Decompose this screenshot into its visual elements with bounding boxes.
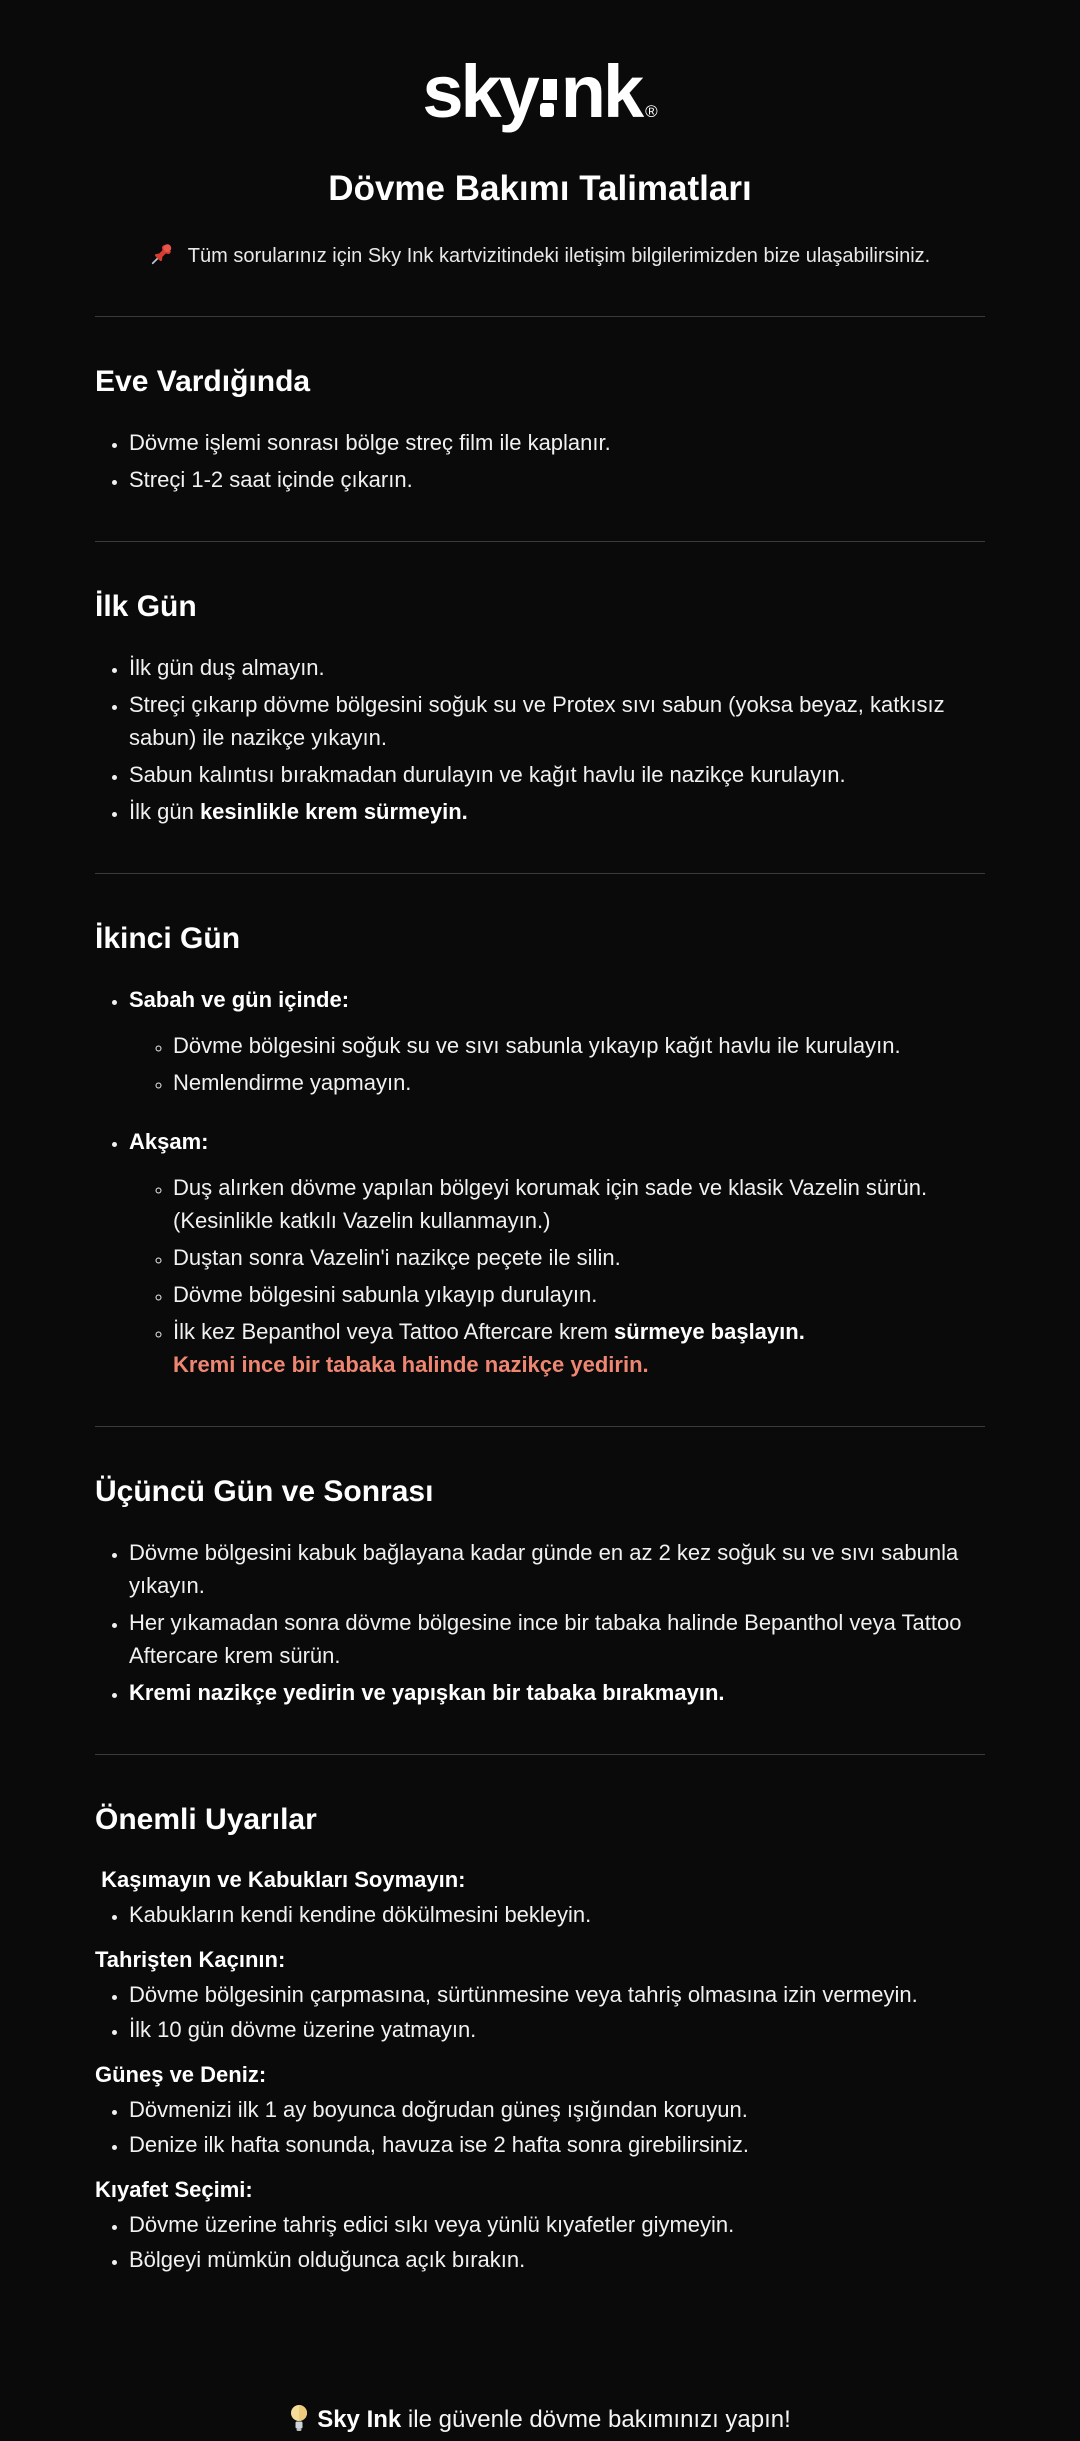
logo-text-sky: sky: [422, 50, 537, 133]
text-segment-normal: Kabukların kendi kendine dökülmesini bekleyin.: [129, 1902, 592, 1927]
section-divider: [95, 1426, 985, 1427]
section-heading: Önemli Uyarılar: [95, 1803, 317, 1836]
section-divider: [95, 316, 985, 317]
list-item: [129, 1978, 985, 2011]
list-item: [129, 426, 985, 459]
section-eve-vardiginda: [95, 364, 985, 496]
header: [95, 50, 985, 271]
list-item: [173, 1029, 985, 1062]
group-list: [95, 983, 985, 1381]
sections-container: [95, 316, 985, 2276]
sky-ink-logo: [422, 50, 657, 154]
warning-label: Tahrişten Kaçının:: [95, 1947, 286, 1972]
list-item: [173, 1278, 985, 1311]
footer-brand: Sky Ink: [317, 2406, 402, 2433]
lightbulb-icon: [289, 2404, 309, 2441]
text-segment-normal: İlk 10 gün dövme üzerine yatmayın.: [129, 2017, 477, 2042]
warning-label: Kıyafet Seçimi:: [95, 2177, 253, 2202]
text-segment-normal: Dövmenizi ilk 1 ay boyunca doğrudan güneş ışığından koruyun.: [129, 2097, 748, 2122]
section-heading: Eve Vardığında: [95, 365, 311, 398]
bullet-list: [95, 1978, 985, 2046]
text-segment-normal: Denize ilk hafta sonunda, havuza ise 2 hafta sonra girebilirsiniz.: [129, 2132, 750, 2157]
bullet-list: [95, 1898, 985, 1931]
text-segment-normal: Sabun kalıntısı bırakmadan durulayın ve kağıt havlu ile nazikçe kurulayın.: [129, 762, 846, 787]
text-segment-normal: Dövme bölgesini soğuk su ve sıvı sabunla yıkayıp kağıt havlu ile kurulayın.: [173, 1033, 901, 1058]
text-segment-normal: Dövme işlemi sonrası bölge streç film ile kaplanır.: [129, 430, 611, 455]
logo-inverted-i-glyph: [542, 79, 557, 117]
section-ilk-gun: [95, 589, 985, 828]
logo-text-nk: nk: [560, 50, 642, 133]
text-segment-bold: kesinlikle krem sürmeyin.: [199, 799, 468, 824]
contact-note-text: Tüm sorularınız için Sky Ink kartvizitindeki iletişim bilgilerimizden bize ulaşabilirsiniz.: [187, 244, 931, 267]
list-item: [129, 2093, 985, 2126]
list-item: [173, 1315, 985, 1381]
bullet-list: [95, 426, 985, 496]
text-segment-normal: İlk gün duş almayın.: [129, 655, 325, 680]
text-segment-normal: Dövme bölgesinin çarpmasına, sürtünmesine veya tahriş olmasına izin vermeyin.: [129, 1982, 918, 2007]
bullet-list: [95, 2093, 985, 2161]
logo-i-bar: [543, 79, 557, 100]
text-segment-normal: İlk gün: [129, 799, 200, 824]
text-segment-normal: Streçi 1-2 saat içinde çıkarın.: [129, 467, 413, 492]
text-segment-normal: Streçi çıkarıp dövme bölgesini soğuk su ve Protex sıvı sabun (yoksa beyaz, katkısız sabun) ile nazikçe yıkayın.: [129, 692, 945, 750]
text-segment-normal: Her yıkamadan sonra dövme bölgesine ince bir tabaka halinde Bepanthol veya Tattoo Aftercare krem sürün.: [129, 1610, 962, 1668]
list-item: [173, 1171, 985, 1237]
list-item: [129, 651, 985, 684]
list-item: [129, 795, 985, 828]
text-segment-bold: Kremi nazikçe yedirin ve yapışkan bir tabaka bırakmayın.: [129, 1680, 725, 1705]
text-segment-normal: Dövme bölgesini kabuk bağlayana kadar günde en az 2 kez soğuk su ve sıvı sabunla yıkayın.: [129, 1540, 959, 1598]
text-segment-bold: sürmeye başlayın.: [614, 1319, 805, 1344]
section-heading: İlk Gün: [95, 590, 197, 623]
warning-label: Güneş ve Deniz:: [95, 2062, 267, 2087]
bullet-list: [95, 2208, 985, 2276]
logo-i-dot: [540, 103, 554, 117]
text-segment-normal: İlk kez Bepanthol veya Tattoo Aftercare krem: [173, 1319, 615, 1344]
list-item: [129, 2013, 985, 2046]
section-divider: [95, 541, 985, 542]
list-item: [129, 1606, 985, 1672]
list-item: [129, 1676, 985, 1709]
group-label: Akşam:: [129, 1129, 209, 1154]
text-segment-normal: Duş alırken dövme yapılan bölgeyi korumak için sade ve klasik Vazelin sürün. (Kesinlikle katkılı Vazelin kullanmayın.): [173, 1175, 928, 1233]
registered-trademark: ®: [645, 102, 658, 121]
pushpin-icon: [150, 240, 176, 271]
group-item: [129, 983, 985, 1099]
section-ikinci-gun: [95, 921, 985, 1381]
list-item: [129, 463, 985, 496]
list-item: [173, 1066, 985, 1099]
section-heading: İkinci Gün: [95, 922, 241, 955]
section-divider: [95, 1754, 985, 1755]
bullet-list: [95, 651, 985, 828]
text-segment-normal: Dövme üzerine tahriş edici sıkı veya yünlü kıyafetler giymeyin.: [129, 2212, 735, 2237]
warning-label: Kaşımayın ve Kabukları Soymayın:: [95, 1867, 466, 1892]
footer-text: ile güvenle dövme bakımınızı yapın!: [401, 2406, 791, 2433]
section-ucuncu-gun-ve-sonrasi: [95, 1474, 985, 1709]
footer: [95, 2404, 985, 2441]
list-item: [129, 758, 985, 791]
text-segment-normal: Duştan sonra Vazelin'i nazikçe peçete ile silin.: [173, 1245, 621, 1270]
section-onemli-uyarilar: [95, 1802, 985, 2276]
list-item: [173, 1241, 985, 1274]
bullet-list: [129, 1029, 985, 1099]
bullet-list: [129, 1171, 985, 1381]
section-heading: Üçüncü Gün ve Sonrası: [95, 1475, 434, 1508]
list-item: [129, 2128, 985, 2161]
bullet-list: [95, 1536, 985, 1709]
list-item: [129, 688, 985, 754]
text-segment-accent: Kremi ince bir tabaka halinde nazikçe yedirin.: [173, 1352, 649, 1377]
section-divider: [95, 873, 985, 874]
group-item: [129, 1125, 985, 1381]
list-item: [129, 2208, 985, 2241]
text-segment-normal: Nemlendirme yapmayın.: [173, 1070, 412, 1095]
text-segment-normal: Dövme bölgesini sabunla yıkayıp durulayın.: [173, 1282, 598, 1307]
list-item: [129, 1898, 985, 1931]
group-label: Sabah ve gün içinde:: [129, 987, 350, 1012]
list-item: [129, 2243, 985, 2276]
contact-note: [95, 240, 985, 271]
page-title: Dövme Bakımı Talimatları: [328, 169, 752, 208]
text-segment-normal: Bölgeyi mümkün olduğunca açık bırakın.: [129, 2247, 526, 2272]
list-item: [129, 1536, 985, 1602]
